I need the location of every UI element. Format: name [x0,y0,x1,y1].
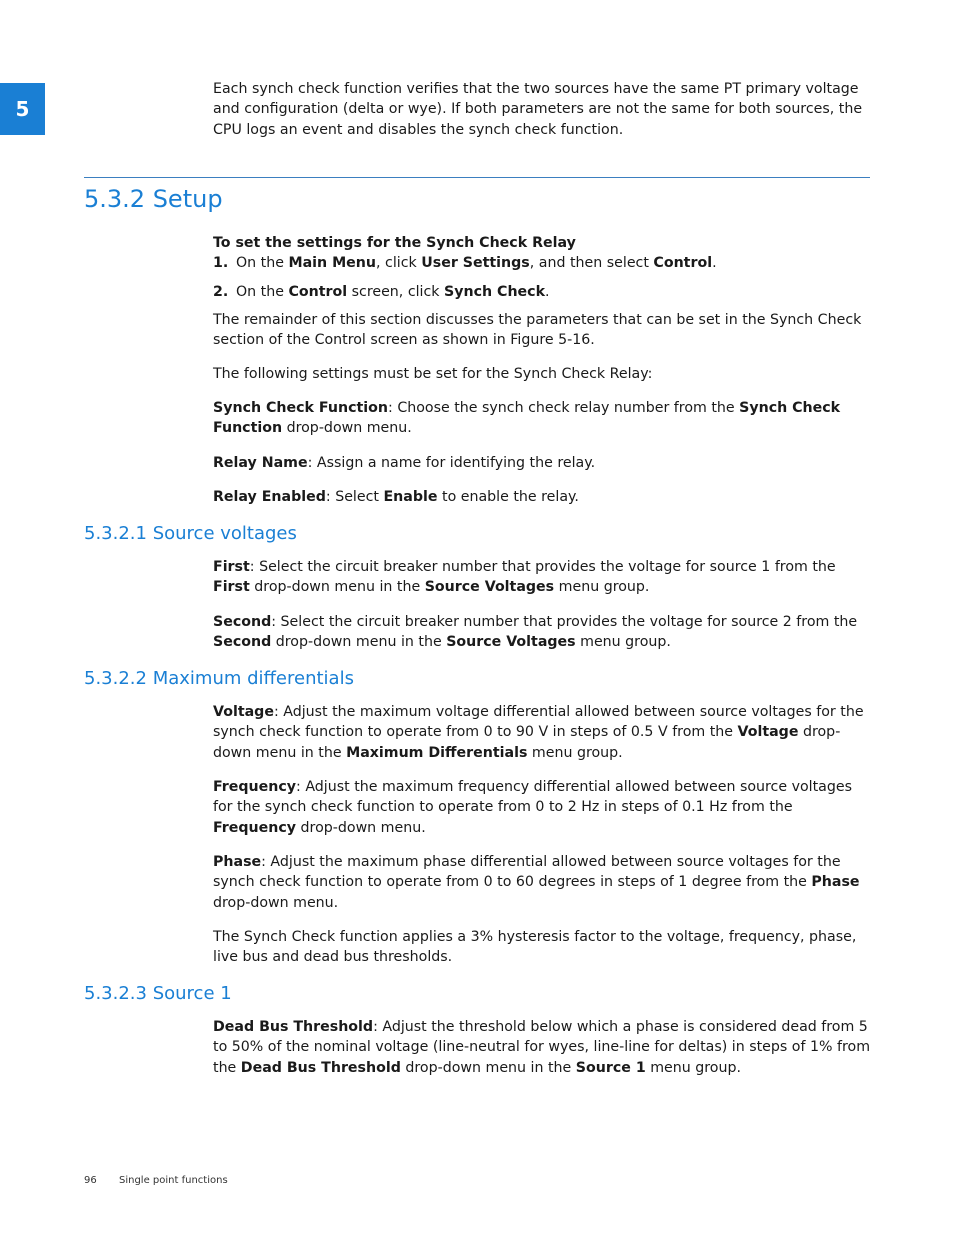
dead-bus-threshold-paragraph: Dead Bus Threshold: Adjust the threshold below which a phase is considered dead from 5 to 50% of the nominal voltage (line-neutral for wyes, line-line for deltas) in steps of 1% from the Dead Bus Threshold drop-down menu in the Source 1 menu group. [213,1019,871,1076]
synch-check-function-paragraph: Synch Check Function: Choose the synch check relay number from the Synch Check Function drop-down menu. [213,400,841,437]
hysteresis-paragraph: The Synch Check function applies a 3% hysteresis factor to the voltage, frequency, phase, live bus and dead bus thresholds. [213,929,857,966]
relay-name-paragraph: Relay Name: Assign a name for identifying the relay. [213,455,596,471]
procedure-title: To set the settings for the Synch Check Relay [213,235,576,251]
chapter-tab [0,83,45,135]
step-number: 1. [213,255,229,271]
frequency-paragraph: Frequency: Adjust the maximum frequency differential allowed between source voltages for the synch check function to operate from 0 to 2 Hz in steps of 0.1 Hz from the Frequency drop-down menu. [213,779,852,836]
step-number: 2. [213,284,229,300]
subsection-heading-source-1: 5.3.2.3 Source 1 [84,983,232,1004]
intro-paragraph: Each synch check function verifies that the two sources have the same PT primary voltage and configuration (delta or wye). If both parameters are not the same for both sources, the CPU logs an event and disables the synch check function. [213,81,863,138]
second-paragraph: Second: Select the circuit breaker number that provides the voltage for source 2 from the Second drop-down menu in the Source Voltages menu group. [213,614,858,651]
following-paragraph: The following settings must be set for the Synch Check Relay: [213,366,653,382]
step-1: 1. On the Main Menu, click User Settings, and then select Control. [213,255,717,271]
subsection-heading-source-voltages: 5.3.2.1 Source voltages [84,523,297,544]
footer-section-name: Single point functions [119,1175,228,1186]
section-heading: 5.3.2 Setup [84,185,223,213]
chapter-number: 5 [15,97,30,121]
page-number: 96 [84,1175,97,1186]
first-paragraph: First: Select the circuit breaker number that provides the voltage for source 1 from the First drop-down menu in the Source Voltages menu group. [213,559,836,596]
section-divider [84,177,870,178]
voltage-paragraph: Voltage: Adjust the maximum voltage differential allowed between source voltages for the synch check function to operate from 0 to 90 V in steps of 0.5 V from the Voltage drop-down menu in the Maximum Differentials menu group. [213,704,864,761]
step-2: 2. On the Control screen, click Synch Check. [213,284,550,300]
relay-enabled-paragraph: Relay Enabled: Select Enable to enable the relay. [213,489,579,505]
subsection-heading-max-differentials: 5.3.2.2 Maximum differentials [84,668,354,689]
remainder-paragraph: The remainder of this section discusses the parameters that can be set in the Synch Check section of the Control screen as shown in Figure 5-16. [213,312,862,349]
phase-paragraph: Phase: Adjust the maximum phase differential allowed between source voltages for the synch check function to operate from 0 to 60 degrees in steps of 1 degree from the Phase drop-down menu. [213,854,860,911]
